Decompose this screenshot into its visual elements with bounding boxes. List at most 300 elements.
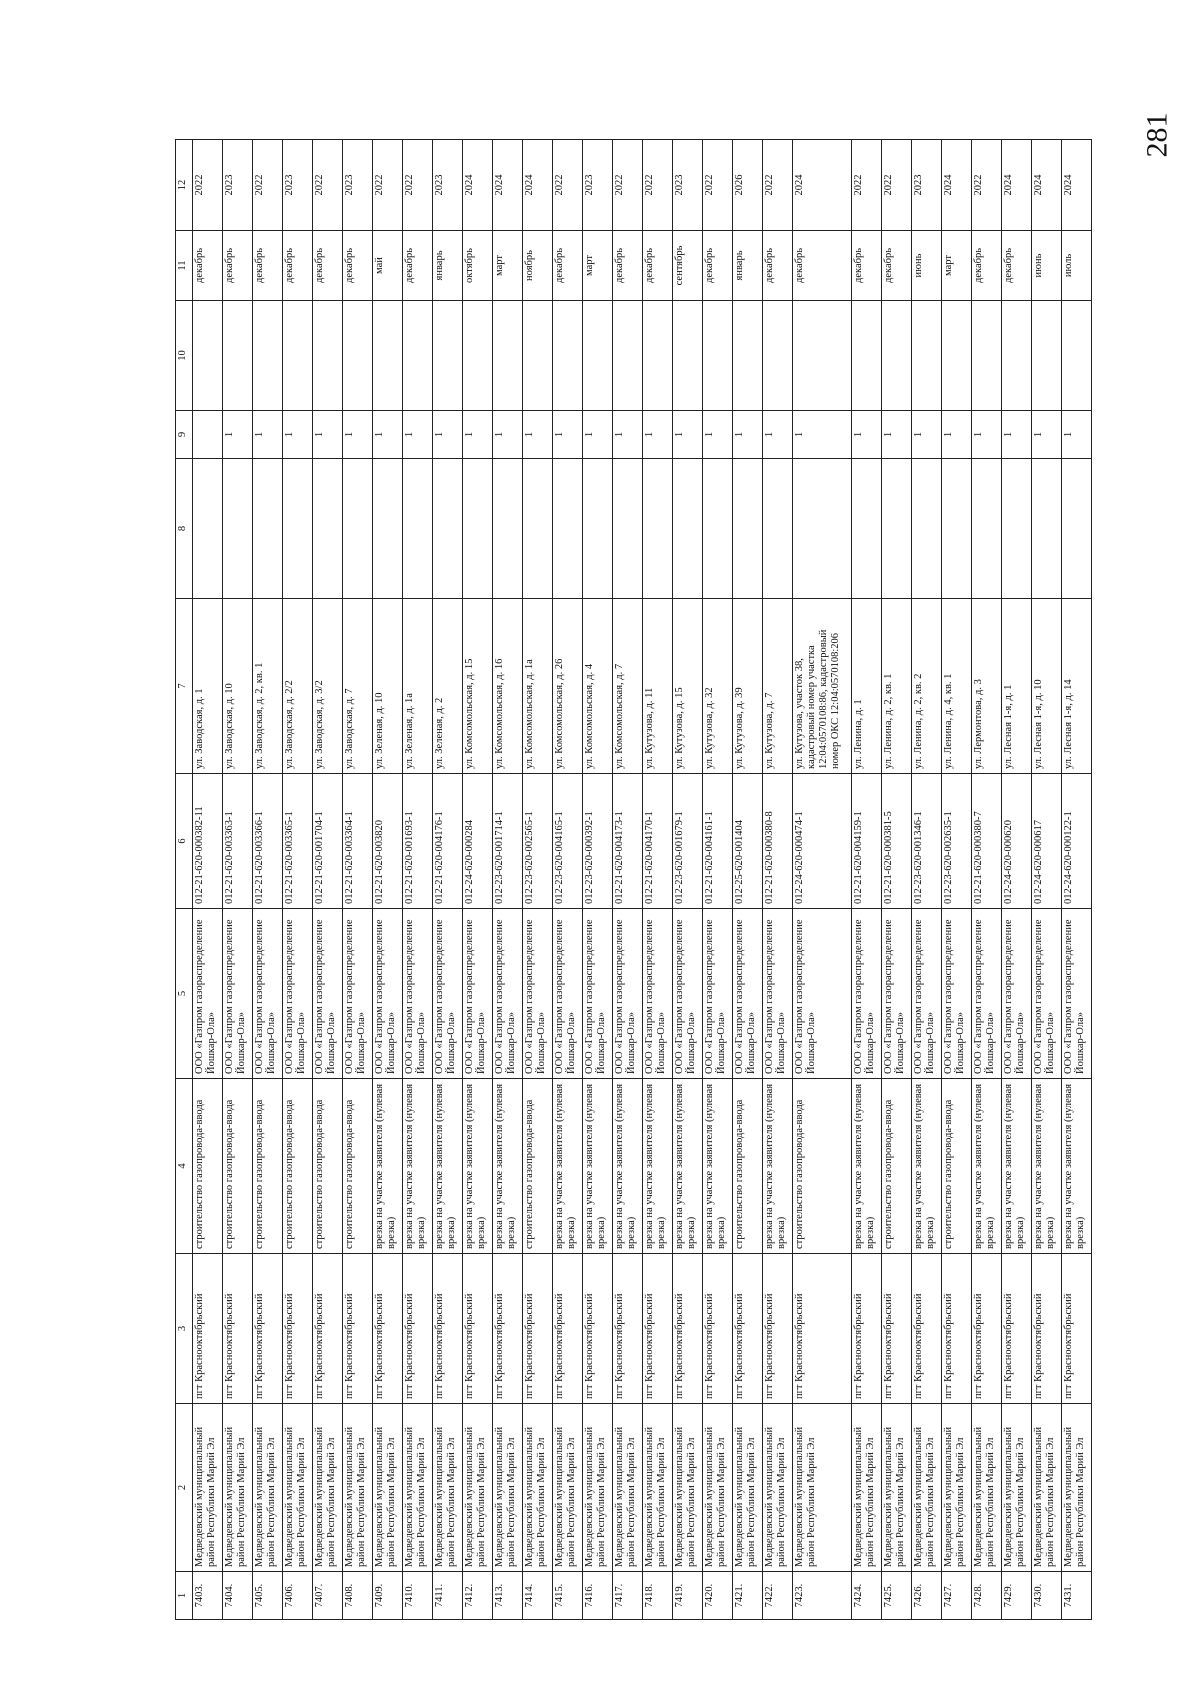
address-cell: ул. Кутузова, д. 11 [643,599,673,774]
col8-cell [373,459,403,599]
month-cell: декабрь [223,231,253,301]
address-cell: ул. Кутузова, участок 38, кадастровый номер участка 12:04:0570108:86, кадастровый номер ОКС 12:04:0570108:206 [793,599,852,774]
year-cell: 2024 [1032,140,1062,231]
quantity-cell: 1 [583,411,613,459]
col-header-11: 11 [176,231,193,301]
organization-cell: ООО «Газпром газораспределение Йошкар-Ола» [253,909,283,1079]
address-cell: ул. Лермонтова, д. 3 [972,599,1002,774]
month-cell: март [583,231,613,301]
work-type-cell: строительство газопровода-ввода [733,1079,763,1254]
table-row [882,140,912,1620]
district-cell: Медведевский муниципальный район Республики Марий Эл [403,1404,433,1572]
address-cell: ул. Заводская, д. 1 [193,599,223,774]
col10-cell [373,301,403,411]
row-number: 7418. [643,1572,673,1620]
work-type-cell: строительство газопровода-ввода [253,1079,283,1254]
col10-cell [763,301,793,411]
row-number: 7427. [942,1572,972,1620]
work-type-cell: врезка на участке заявителя (нулевая врезка) [972,1079,1002,1254]
month-cell: ноябрь [523,231,553,301]
organization-cell: ООО «Газпром газораспределение Йошкар-Ола» [703,909,733,1079]
registration-number-cell: 012-21-620-004170-1 [643,774,673,909]
month-cell: сентябрь [673,231,703,301]
address-cell: ул. Заводская, д. 10 [223,599,253,774]
address-cell: ул. Лесная 1-я, д. 1 [1002,599,1032,774]
col8-cell [313,459,343,599]
district-cell: Медведевский муниципальный район Республики Марий Эл [673,1404,703,1572]
month-cell: июнь [1032,231,1062,301]
work-type-cell: врезка на участке заявителя (нулевая врезка) [912,1079,942,1254]
year-cell: 2022 [852,140,882,231]
district-cell: Медведевский муниципальный район Республики Марий Эл [253,1404,283,1572]
work-type-cell: врезка на участке заявителя (нулевая врезка) [463,1079,493,1254]
quantity-cell: 1 [1032,411,1062,459]
work-type-cell: врезка на участке заявителя (нулевая врезка) [852,1079,882,1254]
month-cell: январь [733,231,763,301]
work-type-cell: врезка на участке заявителя (нулевая врезка) [673,1079,703,1254]
settlement-cell: пгт Краснооктябрьский [882,1254,912,1404]
settlement-cell: пгт Краснооктябрьский [1032,1254,1062,1404]
work-type-cell: врезка на участке заявителя (нулевая врезка) [1002,1079,1032,1254]
year-cell: 2024 [942,140,972,231]
settlement-cell: пгт Краснооктябрьский [793,1254,852,1404]
col-header-4: 4 [176,1079,193,1254]
settlement-cell: пгт Краснооктябрьский [1062,1254,1092,1404]
quantity-cell: 1 [223,411,253,459]
address-cell: ул. Зеленая, д. 1а [403,599,433,774]
district-cell: Медведевский муниципальный район Республики Марий Эл [283,1404,313,1572]
quantity-cell: 1 [972,411,1002,459]
address-cell: ул. Комсомольская, д. 15 [463,599,493,774]
registration-number-cell: 012-23-620-000392-1 [583,774,613,909]
row-number: 7415. [553,1572,583,1620]
table-row [253,140,283,1620]
row-number: 7404. [223,1572,253,1620]
year-cell: 2022 [313,140,343,231]
col10-cell [972,301,1002,411]
year-cell: 2024 [1002,140,1032,231]
row-number: 7410. [403,1572,433,1620]
registration-number-cell: 012-25-620-001404 [733,774,763,909]
year-cell: 2023 [912,140,942,231]
registration-number-cell: 012-24-620-000122-1 [1062,774,1092,909]
row-number: 7416. [583,1572,613,1620]
col-header-2: 2 [176,1404,193,1572]
row-number: 7430. [1032,1572,1062,1620]
work-type-cell: врезка на участке заявителя (нулевая врезка) [493,1079,523,1254]
district-cell: Медведевский муниципальный район Республики Марий Эл [523,1404,553,1572]
district-cell: Медведевский муниципальный район Республики Марий Эл [703,1404,733,1572]
district-cell: Медведевский муниципальный район Республики Марий Эл [763,1404,793,1572]
row-number: 7405. [253,1572,283,1620]
quantity-cell: 1 [343,411,373,459]
year-cell: 2022 [613,140,643,231]
year-cell: 2022 [643,140,673,231]
col10-cell [493,301,523,411]
col8-cell [253,459,283,599]
address-cell: ул. Заводская, д. 7 [343,599,373,774]
table-row [703,140,733,1620]
quantity-cell: 1 [852,411,882,459]
work-type-cell: врезка на участке заявителя (нулевая врезка) [403,1079,433,1254]
settlement-cell: пгт Краснооктябрьский [283,1254,313,1404]
registration-number-cell: 012-23-620-002635-1 [942,774,972,909]
rotated-table-container [175,140,1155,1620]
table-row [793,140,852,1620]
work-type-cell: строительство газопровода-ввода [313,1079,343,1254]
address-cell: ул. Зеленая, д. 10 [373,599,403,774]
year-cell: 2024 [1062,140,1092,231]
settlement-cell: пгт Краснооктябрьский [433,1254,463,1404]
col-header-3: 3 [176,1254,193,1404]
col10-cell [882,301,912,411]
month-cell: декабрь [643,231,673,301]
quantity-cell: 1 [283,411,313,459]
registration-number-cell: 012-21-620-003366-1 [253,774,283,909]
settlement-cell: пгт Краснооктябрьский [253,1254,283,1404]
quantity-cell: 1 [553,411,583,459]
district-cell: Медведевский муниципальный район Республики Марий Эл [733,1404,763,1572]
month-cell: декабрь [283,231,313,301]
month-cell: декабрь [703,231,733,301]
col10-cell [673,301,703,411]
col-header-5: 5 [176,909,193,1079]
row-number: 7407. [313,1572,343,1620]
address-cell: ул. Заводская, д. 3/2 [313,599,343,774]
col8-cell [223,459,253,599]
month-cell: декабрь [1002,231,1032,301]
work-type-cell: врезка на участке заявителя (нулевая врезка) [613,1079,643,1254]
organization-cell: ООО «Газпром газораспределение Йошкар-Ола» [343,909,373,1079]
quantity-cell: 1 [493,411,523,459]
address-cell: ул. Заводская, д. 2, кв. 1 [253,599,283,774]
year-cell: 2022 [763,140,793,231]
organization-cell: ООО «Газпром газораспределение Йошкар-Ола» [673,909,703,1079]
settlement-cell: пгт Краснооктябрьский [613,1254,643,1404]
row-number: 7403. [193,1572,223,1620]
organization-cell: ООО «Газпром газораспределение Йошкар-Ола» [1032,909,1062,1079]
quantity-cell: 1 [463,411,493,459]
district-cell: Медведевский муниципальный район Республики Марий Эл [193,1404,223,1572]
row-number: 7412. [463,1572,493,1620]
month-cell: декабрь [972,231,1002,301]
registration-number-cell: 012-21-620-003363-1 [223,774,253,909]
col10-cell [313,301,343,411]
organization-cell: ООО «Газпром газораспределение Йошкар-Ола» [1002,909,1032,1079]
organization-cell: ООО «Газпром газораспределение Йошкар-Ола» [193,909,223,1079]
address-cell: ул. Ленина, д. 2, кв. 2 [912,599,942,774]
col8-cell [1062,459,1092,599]
registration-number-cell: 012-21-620-003364-1 [343,774,373,909]
settlement-cell: пгт Краснооктябрьский [553,1254,583,1404]
month-cell: декабрь [763,231,793,301]
month-cell: декабрь [613,231,643,301]
quantity-cell: 1 [523,411,553,459]
col8-cell [193,459,223,599]
year-cell: 2023 [343,140,373,231]
table-row [193,140,223,1620]
col10-cell [523,301,553,411]
col8-cell [583,459,613,599]
col8-cell [523,459,553,599]
table-row [283,140,313,1620]
settlement-cell: пгт Краснооктябрьский [703,1254,733,1404]
year-cell: 2023 [283,140,313,231]
table-row [1002,140,1032,1620]
organization-cell: ООО «Газпром газораспределение Йошкар-Ола» [523,909,553,1079]
registration-number-cell: 012-23-620-001346-1 [912,774,942,909]
work-type-cell: врезка на участке заявителя (нулевая врезка) [643,1079,673,1254]
work-type-cell: строительство газопровода-ввода [343,1079,373,1254]
month-cell: декабрь [553,231,583,301]
col8-cell [972,459,1002,599]
row-number: 7425. [882,1572,912,1620]
col8-cell [793,459,852,599]
district-cell: Медведевский муниципальный район Республики Марий Эл [493,1404,523,1572]
row-number: 7424. [852,1572,882,1620]
quantity-cell: 1 [1002,411,1032,459]
organization-cell: ООО «Газпром газораспределение Йошкар-Ола» [373,909,403,1079]
year-cell: 2023 [583,140,613,231]
quantity-cell: 1 [313,411,343,459]
address-cell: ул. Кутузова, д. 7 [763,599,793,774]
col-header-9: 9 [176,411,193,459]
quantity-cell: 1 [942,411,972,459]
col-header-8: 8 [176,459,193,599]
district-cell: Медведевский муниципальный район Республики Марий Эл [1062,1404,1092,1572]
district-cell: Медведевский муниципальный район Республики Марий Эл [583,1404,613,1572]
organization-cell: ООО «Газпром газораспределение Йошкар-Ола» [433,909,463,1079]
row-number: 7406. [283,1572,313,1620]
organization-cell: ООО «Газпром газораспределение Йошкар-Ола» [1062,909,1092,1079]
row-number: 7428. [972,1572,1002,1620]
settlement-cell: пгт Краснооктябрьский [493,1254,523,1404]
settlement-cell: пгт Краснооктябрьский [643,1254,673,1404]
table-row [1032,140,1062,1620]
col8-cell [1002,459,1032,599]
address-cell: ул. Комсомольская, д. 16 [493,599,523,774]
year-cell: 2023 [673,140,703,231]
quantity-cell [193,411,223,459]
col10-cell [793,301,852,411]
year-cell: 2024 [793,140,852,231]
col10-cell [1002,301,1032,411]
row-number: 7417. [613,1572,643,1620]
month-cell: июнь [912,231,942,301]
col10-cell [463,301,493,411]
table-row [763,140,793,1620]
settlement-cell: пгт Краснооктябрьский [193,1254,223,1404]
year-cell: 2024 [523,140,553,231]
header-row [176,140,193,1620]
year-cell: 2022 [703,140,733,231]
quantity-cell: 1 [643,411,673,459]
year-cell: 2026 [733,140,763,231]
col-header-7: 7 [176,599,193,774]
month-cell: декабрь [343,231,373,301]
quantity-cell: 1 [733,411,763,459]
registration-number-cell: 012-21-620-004161-1 [703,774,733,909]
quantity-cell: 1 [373,411,403,459]
table-row [673,140,703,1620]
organization-cell: ООО «Газпром газораспределение Йошкар-Ола» [763,909,793,1079]
registration-number-cell: 012-23-620-001679-1 [673,774,703,909]
col10-cell [343,301,373,411]
col10-cell [253,301,283,411]
table-row [463,140,493,1620]
address-cell: ул. Ленина, д. 1 [852,599,882,774]
col8-cell [613,459,643,599]
address-cell: ул. Заводская, д. 2/2 [283,599,313,774]
table-row [583,140,613,1620]
page-number: 281 [1140,112,1174,158]
col8-cell [283,459,313,599]
quantity-cell: 1 [403,411,433,459]
year-cell: 2022 [553,140,583,231]
quantity-cell: 1 [673,411,703,459]
col8-cell [343,459,373,599]
address-cell: ул. Кутузова, д. 32 [703,599,733,774]
settlement-cell: пгт Краснооктябрьский [673,1254,703,1404]
col10-cell [852,301,882,411]
col8-cell [1032,459,1062,599]
registration-number-cell: 012-21-620-000381-5 [882,774,912,909]
year-cell: 2024 [463,140,493,231]
work-type-cell: строительство газопровода-ввода [193,1079,223,1254]
registration-number-cell: 012-21-620-000380-8 [763,774,793,909]
table-row [972,140,1002,1620]
settlement-cell: пгт Краснооктябрьский [852,1254,882,1404]
col8-cell [763,459,793,599]
col10-cell [643,301,673,411]
col10-cell [583,301,613,411]
row-number: 7413. [493,1572,523,1620]
col10-cell [912,301,942,411]
settlement-cell: пгт Краснооктябрьский [343,1254,373,1404]
col10-cell [223,301,253,411]
table-row [1062,140,1092,1620]
settlement-cell: пгт Краснооктябрьский [972,1254,1002,1404]
settlement-cell: пгт Краснооктябрьский [583,1254,613,1404]
month-cell: март [493,231,523,301]
address-cell: ул. Кутузова, д. 15 [673,599,703,774]
col10-cell [193,301,223,411]
district-cell: Медведевский муниципальный район Республики Марий Эл [1002,1404,1032,1572]
district-cell: Медведевский муниципальный район Республики Марий Эл [343,1404,373,1572]
col10-cell [1032,301,1062,411]
work-type-cell: врезка на участке заявителя (нулевая врезка) [583,1079,613,1254]
quantity-cell: 1 [433,411,463,459]
organization-cell: ООО «Газпром газораспределение Йошкар-Ола» [793,909,852,1079]
col10-cell [703,301,733,411]
row-number: 7429. [1002,1572,1032,1620]
settlement-cell: пгт Краснооктябрьский [523,1254,553,1404]
address-cell: ул. Ленина, д. 2, кв. 1 [882,599,912,774]
district-cell: Медведевский муниципальный район Республики Марий Эл [912,1404,942,1572]
address-cell: ул. Кутузова, д. 39 [733,599,763,774]
organization-cell: ООО «Газпром газораспределение Йошкар-Ола» [613,909,643,1079]
year-cell: 2022 [882,140,912,231]
table-row [613,140,643,1620]
settlement-cell: пгт Краснооктябрьский [1002,1254,1032,1404]
month-cell: июль [1062,231,1092,301]
month-cell: декабрь [313,231,343,301]
work-type-cell: строительство газопровода-ввода [223,1079,253,1254]
address-cell: ул. Зеленая, д. 2 [433,599,463,774]
quantity-cell: 1 [882,411,912,459]
month-cell: декабрь [793,231,852,301]
settlement-cell: пгт Краснооктябрьский [223,1254,253,1404]
organization-cell: ООО «Газпром газораспределение Йошкар-Ола» [882,909,912,1079]
col8-cell [433,459,463,599]
table-row [343,140,373,1620]
organization-cell: ООО «Газпром газораспределение Йошкар-Ола» [313,909,343,1079]
col8-cell [733,459,763,599]
month-cell: май [373,231,403,301]
organization-cell: ООО «Газпром газораспределение Йошкар-Ола» [852,909,882,1079]
table-row [313,140,343,1620]
col8-cell [403,459,433,599]
col-header-12: 12 [176,140,193,231]
col10-cell [433,301,463,411]
year-cell: 2022 [373,140,403,231]
row-number: 7419. [673,1572,703,1620]
district-cell: Медведевский муниципальный район Республики Марий Эл [643,1404,673,1572]
col8-cell [463,459,493,599]
gas-connection-table [175,139,1092,1620]
settlement-cell: пгт Краснооктябрьский [942,1254,972,1404]
col8-cell [643,459,673,599]
registration-number-cell: 012-24-620-000474-1 [793,774,852,909]
table-row [523,140,553,1620]
table-row [942,140,972,1620]
address-cell: ул. Лесная 1-я, д. 10 [1032,599,1062,774]
settlement-cell: пгт Краснооктябрьский [733,1254,763,1404]
row-number: 7423. [793,1572,852,1620]
registration-number-cell: 012-21-620-004176-1 [433,774,463,909]
registration-number-cell: 012-21-620-003820 [373,774,403,909]
registration-number-cell: 012-21-620-001704-1 [313,774,343,909]
col10-cell [942,301,972,411]
table-row [643,140,673,1620]
row-number: 7408. [343,1572,373,1620]
registration-number-cell: 012-24-620-000617 [1032,774,1062,909]
quantity-cell: 1 [1062,411,1092,459]
col10-cell [1062,301,1092,411]
registration-number-cell: 012-21-620-000382-11 [193,774,223,909]
work-type-cell: врезка на участке заявителя (нулевая врезка) [1062,1079,1092,1254]
district-cell: Медведевский муниципальный район Республики Марий Эл [613,1404,643,1572]
organization-cell: ООО «Газпром газораспределение Йошкар-Ола» [283,909,313,1079]
district-cell: Медведевский муниципальный район Республики Марий Эл [972,1404,1002,1572]
organization-cell: ООО «Газпром газораспределение Йошкар-Ола» [463,909,493,1079]
organization-cell: ООО «Газпром газораспределение Йошкар-Ола» [733,909,763,1079]
settlement-cell: пгт Краснооктябрьский [373,1254,403,1404]
year-cell: 2024 [493,140,523,231]
registration-number-cell: 012-23-620-002565-1 [523,774,553,909]
work-type-cell: врезка на участке заявителя (нулевая врезка) [553,1079,583,1254]
address-cell: ул. Лесная 1-я, д. 14 [1062,599,1092,774]
work-type-cell: строительство газопровода-ввода [793,1079,852,1254]
col-header-6: 6 [176,774,193,909]
month-cell: декабрь [253,231,283,301]
work-type-cell: врезка на участке заявителя (нулевая врезка) [433,1079,463,1254]
month-cell: декабрь [852,231,882,301]
work-type-cell: врезка на участке заявителя (нулевая врезка) [373,1079,403,1254]
organization-cell: ООО «Газпром газораспределение Йошкар-Ола» [972,909,1002,1079]
col8-cell [673,459,703,599]
table-row [223,140,253,1620]
